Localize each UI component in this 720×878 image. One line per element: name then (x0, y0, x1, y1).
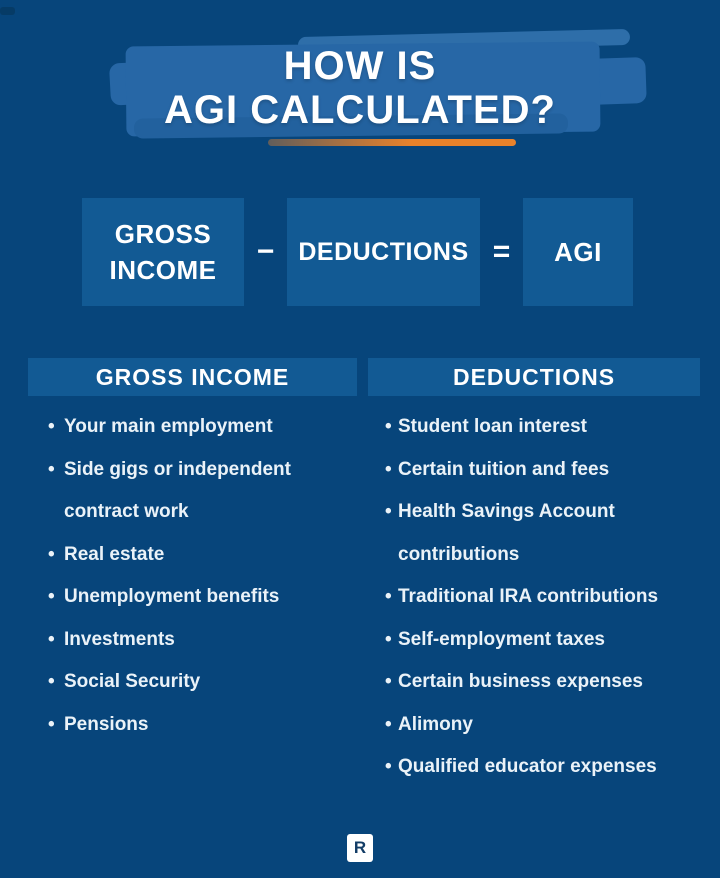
ramsey-logo (347, 834, 373, 862)
deductions-list (368, 406, 700, 789)
bullet-icon: • (48, 543, 55, 565)
agi-label: AGI (554, 237, 602, 267)
detail-columns (28, 358, 700, 789)
minus-operator: − (256, 235, 275, 268)
list-item (385, 576, 700, 619)
list-item-text: Student loan interest (398, 416, 587, 437)
list-item-text: Self-employment taxes (398, 628, 605, 650)
gross-income-section-header: GROSS INCOME (28, 358, 357, 396)
list-item-text: Traditional IRA contributions (398, 586, 659, 607)
list-item (48, 534, 357, 577)
bullet-icon: • (48, 713, 55, 735)
bullet-icon: • (48, 586, 55, 607)
deductions-label: DEDUCTIONS (298, 238, 469, 266)
list-item (48, 449, 357, 534)
list-item-text: Real estate (64, 543, 165, 565)
title-line-1: HOW IS (283, 44, 437, 88)
list-item (48, 576, 357, 619)
list-item-text: Unemployment benefits (64, 586, 280, 607)
agi-equation (82, 198, 633, 306)
gross-income-label: GROSS INCOME (109, 219, 217, 285)
corner-artifact (0, 7, 15, 15)
bullet-icon: • (48, 628, 55, 650)
bullet-icon: • (385, 501, 392, 522)
deductions-section-header: DEDUCTIONS (368, 358, 700, 396)
bullet-icon: • (385, 628, 392, 650)
gross-income-list (28, 406, 357, 746)
list-item-text: Investments (64, 628, 175, 650)
list-item (48, 406, 357, 449)
list-item-text: Certain business expenses (398, 671, 643, 692)
bullet-icon: • (48, 458, 55, 480)
gross-income-box (82, 198, 244, 306)
bullet-icon: • (385, 671, 392, 692)
bullet-icon: • (385, 586, 392, 607)
list-item-text: Qualified educator expenses (398, 756, 657, 777)
list-item-text: Health Savings Account contributions (398, 501, 615, 565)
list-item (48, 619, 357, 662)
bullet-icon: • (48, 416, 55, 437)
logo-r-letter: R (353, 838, 367, 857)
list-item (385, 704, 700, 747)
list-item (385, 449, 700, 492)
agi-box (523, 198, 633, 306)
list-item-text: Certain tuition and fees (398, 458, 610, 480)
list-item (385, 619, 700, 662)
bullet-icon: • (385, 416, 392, 437)
page-title (0, 44, 720, 132)
title-line-2: AGI CALCULATED? (164, 88, 556, 132)
bullet-icon: • (385, 458, 392, 480)
list-item-text: Your main employment (64, 416, 273, 437)
list-item-text: Pensions (64, 713, 149, 735)
list-item-text: Side gigs or independent contract work (64, 458, 291, 522)
list-item-text: Social Security (64, 671, 201, 692)
list-item (385, 406, 700, 449)
deductions-section (368, 358, 700, 789)
equals-operator: = (492, 235, 511, 268)
list-item (48, 704, 357, 747)
list-item (385, 746, 700, 789)
list-item (385, 661, 700, 704)
deductions-box (287, 198, 480, 306)
orange-underline-decoration (268, 139, 516, 146)
bullet-icon: • (385, 713, 392, 735)
list-item-text: Alimony (398, 713, 473, 735)
list-item (48, 661, 357, 704)
bullet-icon: • (48, 671, 55, 692)
bullet-icon: • (385, 756, 392, 777)
gross-income-section (28, 358, 357, 789)
list-item (385, 491, 700, 576)
